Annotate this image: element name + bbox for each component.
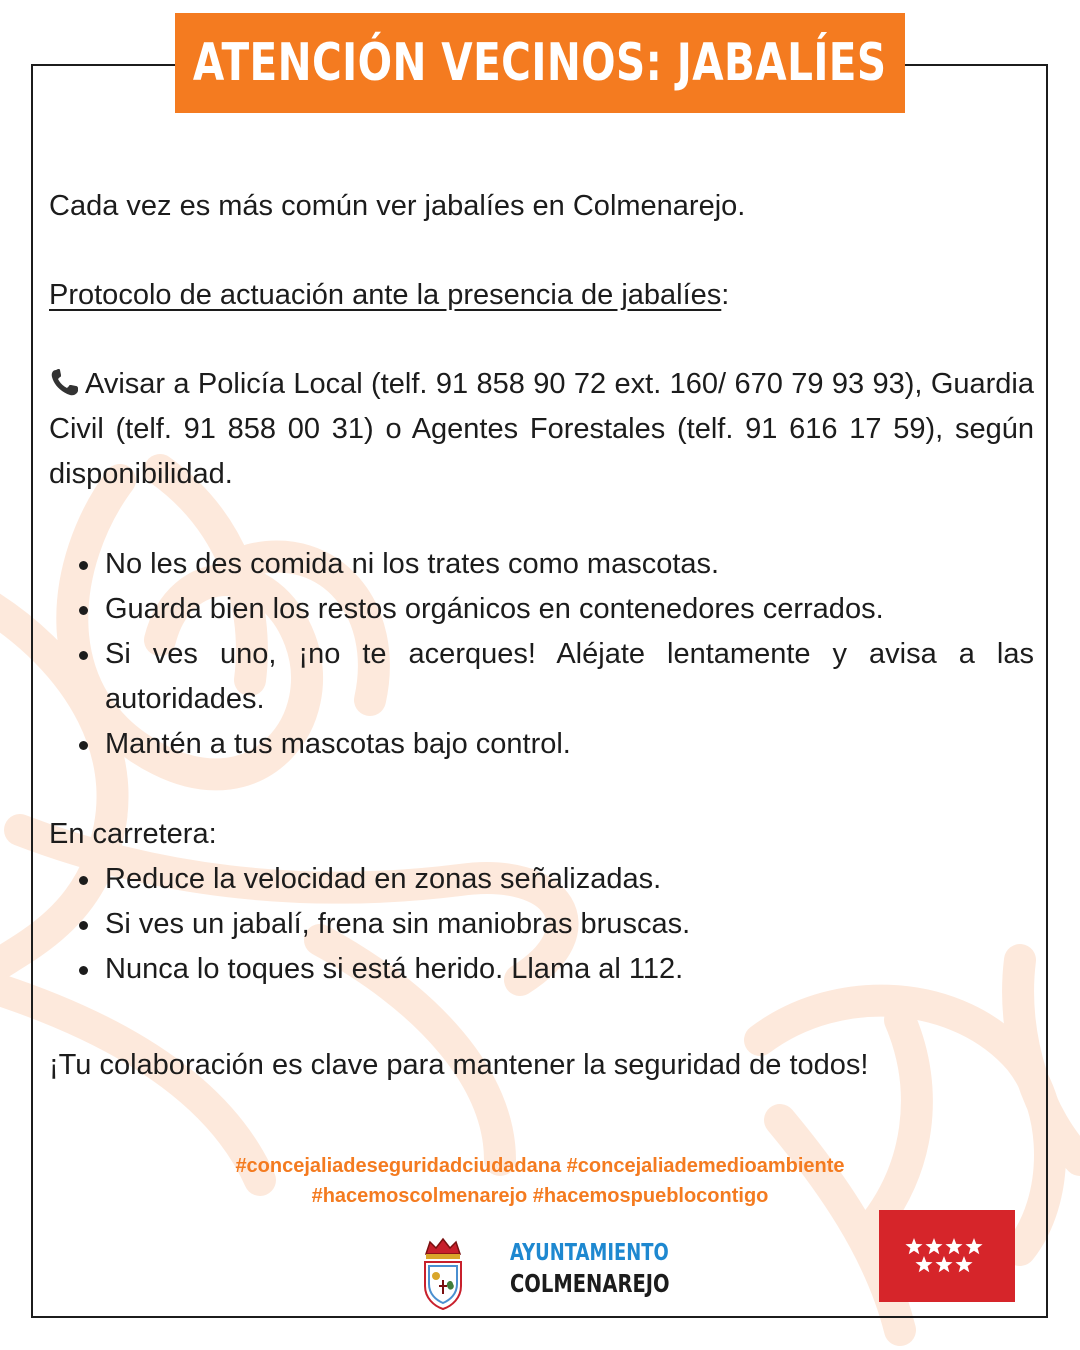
road-tips-list <box>49 857 1034 992</box>
road-heading: En carretera: <box>49 818 217 850</box>
protocol-heading-text: Protocolo de actuación ante la presencia de jabalíes <box>49 279 722 311</box>
hashtags-line-2: #hacemoscolmenarejo #hacemospueblocontigo <box>311 1185 769 1207</box>
intro-text: Cada vez es más común ver jabalíes en Colmenarejo. <box>49 190 746 222</box>
star-icon <box>915 1256 932 1272</box>
list-item: Si ves uno, ¡no te acerques! Aléjate lentamente y avisa a las autoridades. <box>49 632 1034 722</box>
star-icon <box>925 1238 942 1254</box>
star-icon <box>905 1238 922 1254</box>
list-item: Reduce la velocidad en zonas señalizadas. <box>49 857 1034 902</box>
org-line-2: COLMENAREJO <box>510 1269 670 1298</box>
tips-list <box>49 542 1034 767</box>
contact-text: Avisar a Policía Local (telf. 91 858 90 72 ext. 160/ 670 79 93 93), Guardia Civil (telf. 91 858 00 31) o Agentes Forestales (telf. 91 616 17 59), según disponibilidad. <box>49 368 1034 490</box>
list-item: Nunca lo toques si está herido. Llama al 112. <box>49 947 1034 992</box>
title-banner <box>175 13 905 113</box>
contact-paragraph <box>49 362 1034 497</box>
list-item: Si ves un jabalí, frena sin maniobras bruscas. <box>49 902 1034 947</box>
flag-stars-icon <box>879 1210 1015 1302</box>
star-icon <box>965 1238 982 1254</box>
protocol-heading-colon: : <box>721 279 730 311</box>
hashtags-line-1: #concejaliadeseguridadciudadana #concejaliademedioambiente <box>235 1155 845 1177</box>
list-item: Mantén a tus mascotas bajo control. <box>49 722 1034 767</box>
hashtags <box>0 1151 1080 1211</box>
star-icon <box>935 1256 952 1272</box>
comunidad-de-madrid-flag-icon <box>879 1210 1015 1302</box>
closing-text: ¡Tu colaboración es clave para mantener la seguridad de todos! <box>49 1049 869 1081</box>
star-icon <box>955 1256 972 1272</box>
telephone-icon <box>49 367 85 397</box>
coat-of-arms-icon <box>420 1236 466 1312</box>
list-item: No les des comida ni los trates como mascotas. <box>49 542 1034 587</box>
org-line-1: AYUNTAMIENTO <box>510 1240 669 1266</box>
list-item: Guarda bien los restos orgánicos en contenedores cerrados. <box>49 587 1034 632</box>
ayuntamiento-logo <box>510 1239 715 1301</box>
star-icon <box>945 1238 962 1254</box>
protocol-heading <box>49 273 1034 318</box>
page-title: ATENCIÓN VECINOS: JABALÍES <box>193 33 887 93</box>
